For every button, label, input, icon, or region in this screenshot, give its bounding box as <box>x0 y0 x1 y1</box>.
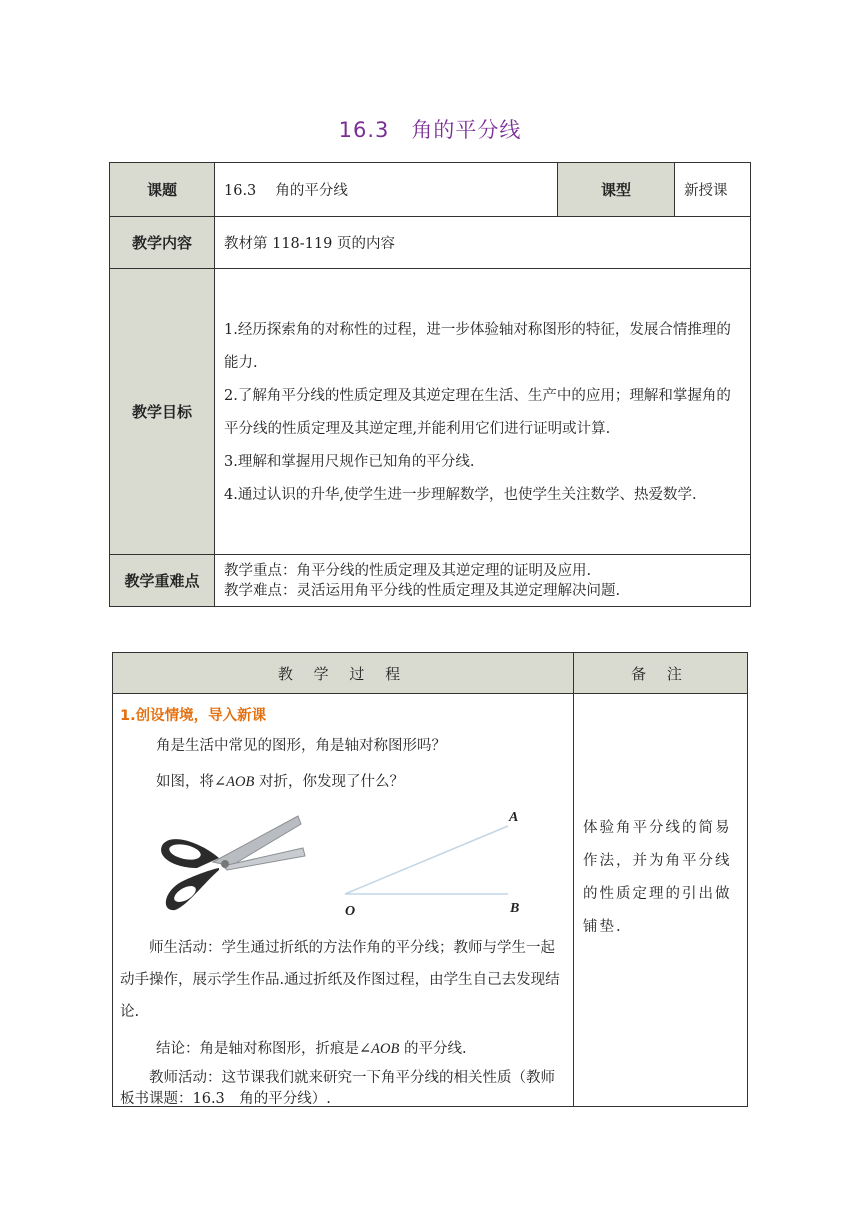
fold-question: 如图，将∠AOB 对折，你发现了什么？ <box>156 774 404 790</box>
angle-name: AOB <box>371 1041 400 1057</box>
goal-item: 2.了解角平分线的性质定理及其逆定理在生活、生产中的应用；理解和掌握角的平分线的性质定理及其逆定理,并能利用它们进行证明或计算. <box>224 388 731 437</box>
teacher-activity: 教师活动：这节课我们就来研究一下角平分线的相关性质（教师板书课题：16.3 角的平分线）. <box>120 1070 555 1107</box>
type-label: 课型 <box>558 163 675 217</box>
class-activity: 师生活动：学生通过折纸的方法作角的平分线；教师与学生一起动手操作，展示学生作品.通过折纸及作图过程，由学生自己去发现结论. <box>120 940 560 1020</box>
angle-name: AOB <box>226 774 255 790</box>
step-title: 1.创设情境，导入新课 <box>120 708 267 724</box>
lesson-info-table <box>109 162 751 607</box>
key-label: 教学重难点 <box>110 555 215 607</box>
topic-value: 16.3 角的平分线 <box>215 163 558 217</box>
process-content <box>113 694 574 1107</box>
scissors-image <box>161 816 305 910</box>
scissors-angle-figure <box>153 804 573 929</box>
goals-label: 教学目标 <box>110 269 215 555</box>
content-value: 教材第 118-119 页的内容 <box>215 217 751 269</box>
key-points-cell <box>215 555 751 607</box>
intro-question: 角是生活中常见的图形，角是轴对称图形吗？ <box>156 738 446 754</box>
process-table <box>112 652 748 1107</box>
goal-item: 1.经历探索角的对称性的过程，进一步体验轴对称图形的特征，发展合情推理的能力. <box>224 322 731 371</box>
topic-label: 课题 <box>110 163 215 217</box>
point-b-label: B <box>510 901 520 916</box>
content-label: 教学内容 <box>110 217 215 269</box>
goal-item: 4.通过认识的升华,使学生进一步理解数学，也使学生关注数学、热爱数学. <box>224 487 697 503</box>
notes-cell: 体验角平分线的简易作法，并为角平分线的性质定理的引出做铺垫. <box>574 694 748 1107</box>
goal-item: 3.理解和掌握用尺规作已知角的平分线. <box>224 454 475 470</box>
point-o-label: O <box>345 904 356 919</box>
angle-aob <box>345 826 508 894</box>
point-a-label: A <box>509 810 519 825</box>
process-header: 教 学 过 程 <box>113 653 574 694</box>
goals-list <box>215 269 751 555</box>
page-title: 16.3 角的平分线 <box>338 118 522 142</box>
type-value: 新授课 <box>675 163 751 217</box>
notes-header: 备 注 <box>574 653 748 694</box>
conclusion: 结论：角是轴对称图形，折痕是∠AOB 的平分线. <box>156 1041 467 1057</box>
difficult-point: 教学难点：灵活运用角平分线的性质定理及其逆定理解决问题. <box>224 582 621 599</box>
key-point: 教学重点：角平分线的性质定理及其逆定理的证明及应用. <box>224 562 592 579</box>
